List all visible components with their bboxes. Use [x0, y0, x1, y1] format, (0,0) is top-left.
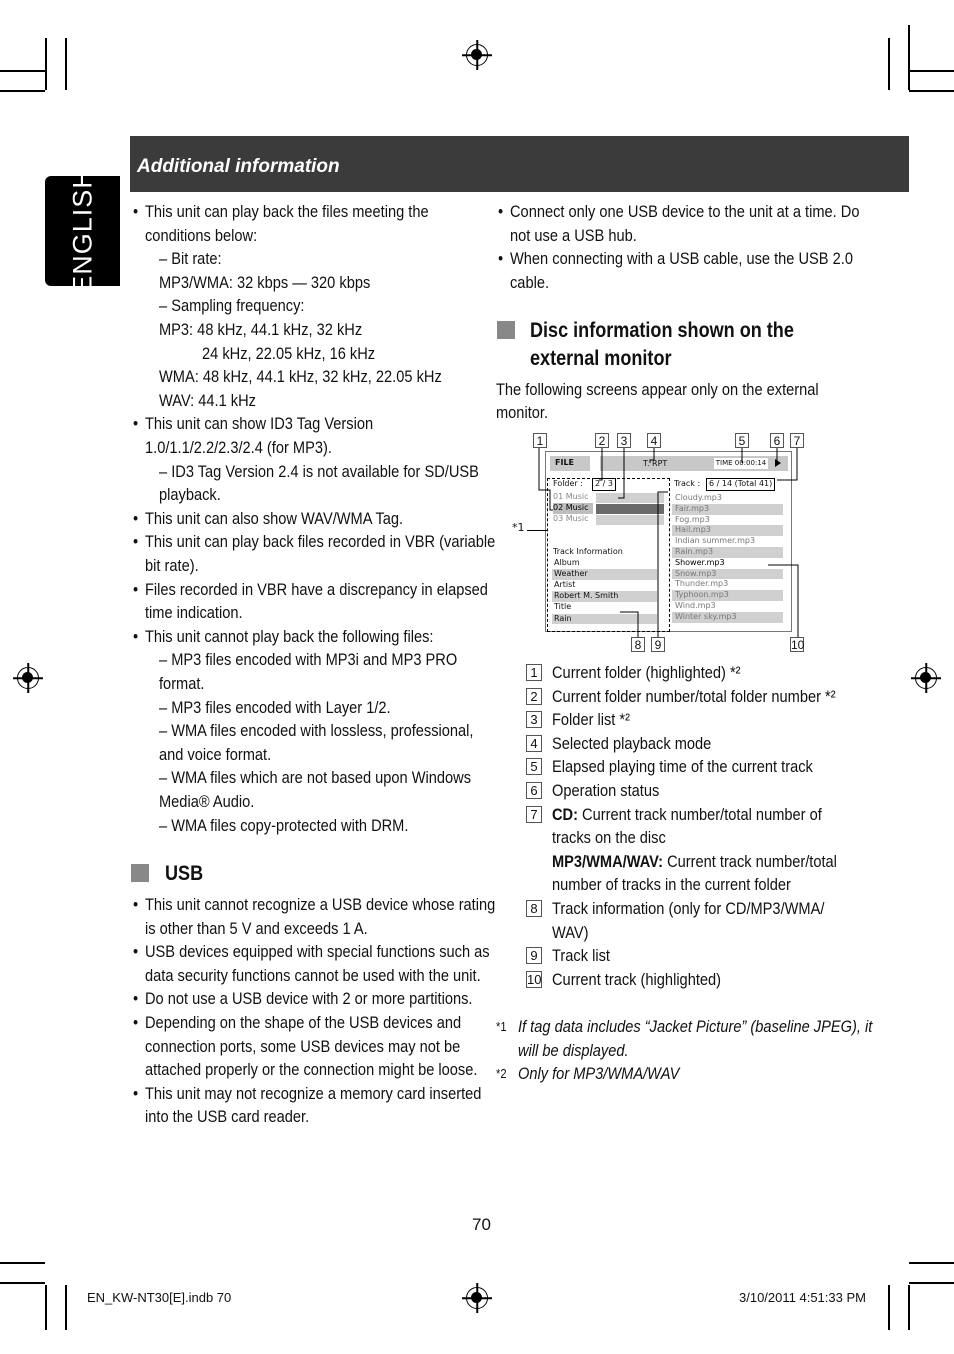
right-text-line: not use a USB hub.: [510, 225, 637, 245]
asterisk-note: *1: [512, 521, 525, 534]
callout-1: 1: [533, 433, 547, 448]
legend-text: Track information (only for CD/MP3/WMA/: [552, 899, 825, 918]
screen-info-row: Artist: [554, 580, 576, 590]
left-text-line: – WMA files encoded with lossless, professional,: [159, 721, 474, 741]
left-text-line: and voice format.: [159, 744, 272, 764]
crop-mark: [0, 70, 45, 72]
footnote-mark: *2: [496, 1066, 507, 1082]
disc-section-title-line1: Disc information shown on the: [530, 319, 794, 342]
usb-text-line: • This unit may not recognize a memory card inserted: [145, 1082, 481, 1106]
screen-track-label: Track :: [674, 479, 701, 488]
legend-text: [552, 850, 837, 874]
left-text-line: • This unit cannot play back the following files:: [145, 625, 434, 649]
legend-number: 5: [526, 758, 542, 775]
screen-track-count: 6 / 14 (Total 41): [706, 478, 775, 491]
legend-number: 10: [527, 971, 542, 987]
legend-number: 7: [526, 806, 542, 823]
left-text-line: – WMA files copy-protected with DRM.: [159, 815, 409, 835]
usb-text-line: • Do not use a USB device with 2 or more partitions.: [145, 987, 472, 1011]
crop-mark: [45, 38, 47, 90]
disc-section-marker: [497, 321, 515, 339]
legend-text: number of tracks in the current folder: [552, 875, 791, 895]
legend-text: Selected playback mode: [552, 733, 712, 753]
left-text-line: 24 kHz, 22.05 kHz, 16 kHz: [202, 343, 376, 363]
left-text-line: • Files recorded in VBR have a discrepancy in elapsed: [145, 578, 488, 602]
usb-text-line: • USB devices equipped with special functions such as: [145, 940, 490, 964]
registration-mark-icon: [17, 667, 39, 689]
screen-file-label: FILE: [555, 458, 575, 467]
right-text-line: • Connect only one USB device to the unit at a time. Do: [510, 200, 859, 224]
callout-lines: [530, 440, 810, 655]
usb-text-line: data security functions cannot be used with the unit.: [145, 965, 481, 985]
left-text-line: MP3/WMA: 32 kbps — 320 kbps: [159, 272, 371, 292]
legend-number: 9: [526, 947, 542, 964]
usb-text-line: • This unit cannot recognize a USB device whose rating: [145, 893, 495, 917]
legend-text: Current track (highlighted): [552, 969, 722, 989]
usb-text-line: is other than 5 V and exceeds 1 A.: [145, 918, 368, 938]
legend-text: Operation status: [552, 781, 660, 800]
screen-info-title: Track Information: [553, 547, 623, 556]
left-text-line: – MP3 files encoded with MP3i and MP3 PRO: [159, 650, 458, 670]
left-text-line: playback.: [159, 485, 221, 505]
usb-text-line: attached properly or the connection might be loose.: [145, 1060, 478, 1080]
section-header-title: Additional information: [137, 156, 340, 177]
footnote-text: Only for MP3/WMA/WAV: [518, 1064, 680, 1084]
screen-track-item: Rain.mp3: [672, 547, 783, 558]
language-tab: [45, 168, 120, 294]
screen-track-item: Winter sky.mp3: [672, 612, 783, 623]
legend-number: 6: [526, 782, 542, 799]
crop-mark: [0, 90, 45, 92]
screen-track-item: Hail.mp3: [672, 525, 783, 536]
screen-track-item: Typhoon.mp3: [672, 590, 783, 601]
left-text-line: • This unit can play back files recorded in VBR (variable: [145, 530, 495, 554]
left-text-line: conditions below:: [145, 225, 258, 245]
legend-number: 8: [526, 900, 542, 917]
language-tab-label: ENGLISH: [67, 168, 97, 294]
screen-info-row: Weather: [552, 569, 657, 580]
legend-number: 1: [526, 664, 542, 681]
page-number: 70: [472, 1215, 491, 1234]
legend-text: Current folder number/total folder number *²: [552, 686, 836, 706]
screen-track-item: Thunder.mp3: [675, 579, 729, 589]
left-text-line: MP3: 48 kHz, 44.1 kHz, 32 kHz: [159, 320, 363, 339]
callout-10: 10: [791, 638, 805, 652]
legend-number: 4: [526, 735, 542, 752]
screen-track-item: Cloudy.mp3: [675, 493, 722, 502]
callout-3: 3: [617, 433, 631, 448]
screen-folder-item: 03 Music: [553, 514, 589, 524]
left-text-line: – Bit rate:: [159, 249, 222, 269]
crop-mark: [908, 25, 910, 90]
disc-intro-line1: The following screens appear only on the external: [496, 380, 819, 399]
left-text-line: • This unit can play back the files meeting the: [145, 200, 429, 224]
screen-info-row: Robert M. Smith: [552, 591, 657, 602]
crop-mark: [908, 1285, 910, 1330]
left-text-line: 1.0/1.1/2.2/2.3/2.4 (for MP3).: [145, 438, 332, 457]
legend-text: WAV): [552, 922, 589, 942]
legend-bold-label: CD:: [552, 804, 578, 824]
footnote-text: will be displayed.: [518, 1040, 629, 1060]
legend-number: 3: [526, 711, 542, 728]
left-text-line: WAV: 44.1 kHz: [159, 390, 256, 410]
crop-mark: [909, 70, 954, 72]
usb-section-marker: [131, 864, 149, 882]
usb-text-line: • Depending on the shape of the USB devices and: [145, 1011, 461, 1035]
left-text-line: Media® Audio.: [159, 792, 255, 811]
usb-text-line: into the USB card reader.: [145, 1107, 310, 1127]
left-text-line: – WMA files which are not based upon Windows: [159, 768, 472, 788]
legend-text-part: Current track number/total number of: [577, 804, 822, 824]
screen-folder-item: 01 Music: [553, 492, 589, 501]
crop-mark: [65, 38, 67, 90]
right-text-line: • When connecting with a USB cable, use the USB 2.0: [510, 247, 853, 271]
crop-mark: [888, 1285, 890, 1330]
crop-mark: [909, 1282, 954, 1284]
legend-bold-label: MP3/WMA/WAV:: [552, 851, 664, 871]
screen-track-item: Snow.mp3: [672, 569, 783, 580]
legend-number: 2: [526, 688, 542, 705]
crop-mark: [0, 1282, 45, 1284]
legend-text-part: Current track number/total: [663, 851, 837, 871]
section-header-bar: [130, 136, 909, 192]
crop-mark: [45, 1285, 47, 1330]
screen-track-item: Shower.mp3: [672, 558, 783, 569]
footnote-text: If tag data includes “Jacket Picture” (baseline JPEG), it: [518, 1017, 873, 1036]
screen-info-row: Rain: [552, 614, 657, 625]
screen-folder-count: 2 / 3: [592, 478, 616, 491]
left-text-line: • This unit can show ID3 Tag Version: [145, 412, 373, 436]
screen-folder-label: Folder :: [553, 479, 583, 488]
registration-mark-icon: [466, 1287, 488, 1309]
legend-text: Track list: [552, 946, 610, 966]
footer-date: 3/10/2011 4:51:33 PM: [739, 1290, 866, 1305]
legend-text: tracks on the disc: [552, 828, 666, 848]
callout-8: 8: [631, 637, 645, 652]
screen-track-item: Wind.mp3: [675, 601, 716, 610]
legend-text: Folder list *²: [552, 710, 630, 730]
screen-time: TIME 00:00:14: [715, 459, 767, 467]
callout-4: 4: [647, 433, 661, 448]
footnote-mark: *1: [496, 1019, 507, 1034]
footer-file: EN_KW-NT30[E].indb 70: [87, 1290, 232, 1305]
crop-mark: [0, 1262, 45, 1264]
left-text-line: time indication.: [145, 603, 243, 623]
registration-mark-icon: [466, 44, 488, 66]
crop-mark: [909, 90, 954, 92]
screen-info-row: Title: [554, 602, 572, 612]
left-text-line: • This unit can also show WAV/WMA Tag.: [145, 507, 403, 531]
disc-intro-line2: monitor.: [496, 403, 549, 422]
left-text-line: – ID3 Tag Version 2.4 is not available for SD/USB: [159, 461, 479, 481]
left-text-line: format.: [159, 674, 205, 693]
callout-7: 7: [790, 433, 804, 448]
legend-text: [552, 803, 822, 827]
crop-mark: [65, 1285, 67, 1330]
usb-section-title: USB: [165, 862, 204, 885]
disc-section-title-line2: external monitor: [530, 347, 672, 370]
legend-text: Elapsed playing time of the current track: [552, 757, 813, 777]
callout-9: 9: [651, 637, 665, 652]
callout-2: 2: [595, 433, 609, 448]
screen-info-row: Album: [554, 558, 580, 567]
registration-mark-icon: [915, 667, 937, 689]
left-text-line: bit rate).: [145, 556, 199, 575]
callout-5: 5: [735, 433, 749, 448]
left-text-line: – Sampling frequency:: [159, 296, 305, 316]
crop-mark: [888, 38, 890, 90]
left-text-line: WMA: 48 kHz, 44.1 kHz, 32 kHz, 22.05 kHz: [159, 367, 442, 387]
screen-track-item: Indian summer.mp3: [675, 536, 756, 546]
callout-6: 6: [770, 433, 784, 448]
screen-track-item: Fair.mp3: [672, 504, 783, 515]
legend-text: Current folder (highlighted) *²: [552, 663, 741, 682]
screen-folder-item: 02 Music: [553, 503, 593, 514]
usb-text-line: connection ports, some USB devices may not be: [145, 1036, 461, 1056]
screen-mode: T. RPT: [643, 459, 668, 468]
crop-mark: [909, 1262, 954, 1264]
right-text-line: cable.: [510, 272, 550, 292]
screen-track-item: Fog.mp3: [675, 514, 710, 524]
left-text-line: – MP3 files encoded with Layer 1/2.: [159, 697, 391, 717]
